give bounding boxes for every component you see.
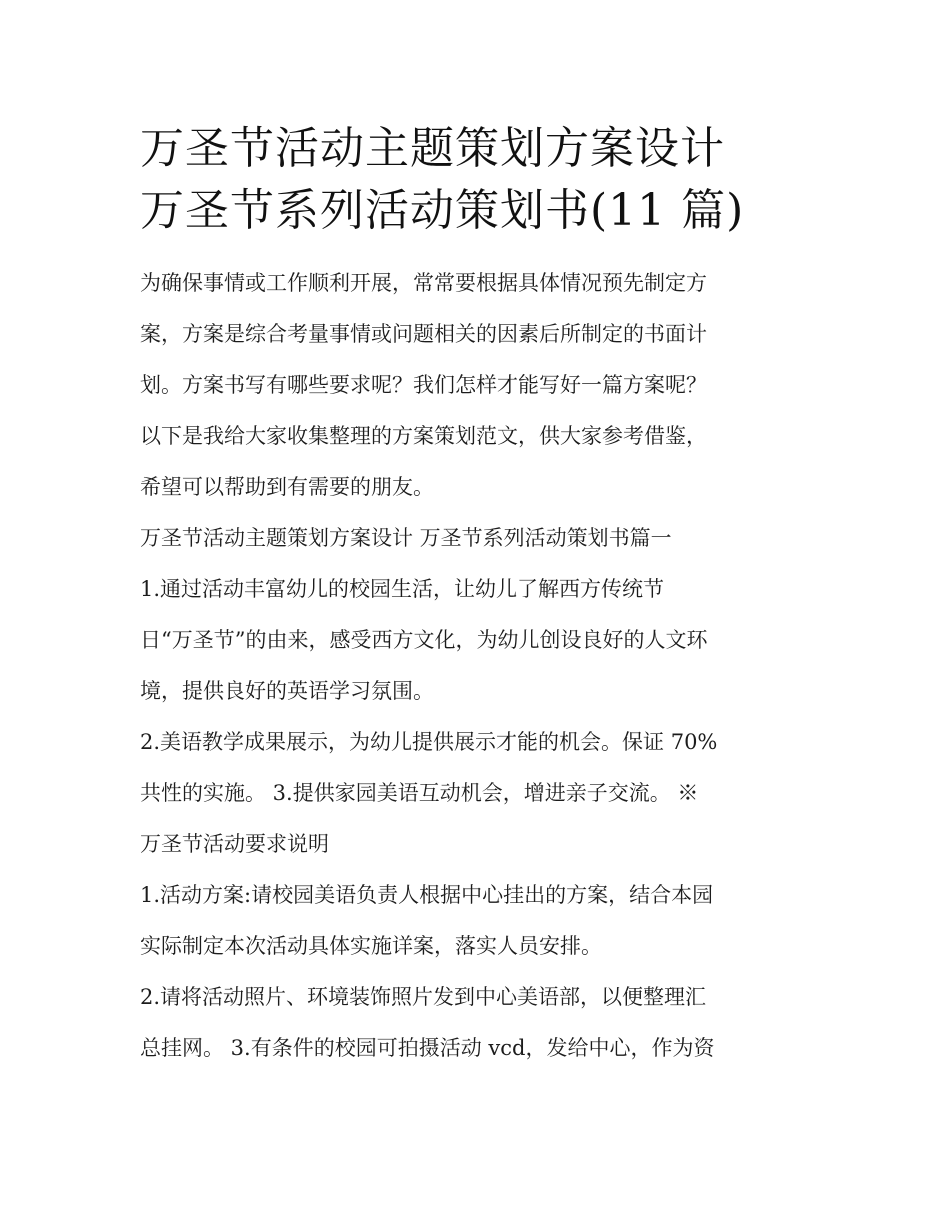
text-line: 日“万圣节”的由来，感受西方文化，为幼儿创设良好的人文环 — [140, 628, 708, 652]
text-line: 2.请将活动照片、环境装饰照片发到中心美语部，以便整理汇 — [140, 985, 707, 1009]
intro-paragraph — [140, 258, 812, 513]
text-line: 万圣节活动要求说明 — [140, 832, 329, 856]
text-line: 万圣节活动主题策划方案设计 万圣节系列活动策划书篇一 — [140, 526, 672, 550]
text-line: 为确保事情或工作顺利开展，常常要根据具体情况预先制定方 — [140, 271, 707, 295]
text-line: 1.活动方案:请校园美语负责人根据中心挂出的方案，结合本园 — [140, 883, 714, 907]
text-line: 共性的实施。 3.提供家园美语互动机会，增进亲子交流。 ※ — [140, 781, 699, 805]
requirement-paragraph-2 — [140, 972, 812, 1074]
document-title — [140, 118, 812, 242]
text-line: 希望可以帮助到有需要的朋友。 — [140, 475, 434, 499]
text-line: 案，方案是综合考量事情或问题相关的因素后所制定的书面计 — [140, 322, 707, 346]
document-body — [140, 118, 812, 1074]
goal-paragraph-1 — [140, 564, 812, 717]
section-heading — [140, 513, 812, 564]
text-line: 总挂网。 3.有条件的校园可拍摄活动 vcd，发给中心，作为资 — [140, 1036, 715, 1060]
title-line: 万圣节活动主题策划方案设计 — [140, 123, 725, 174]
text-line: 划。方案书写有哪些要求呢？我们怎样才能写好一篇方案呢？ — [140, 373, 707, 397]
goal-paragraph-2 — [140, 717, 812, 870]
text-line: 以下是我给大家收集整理的方案策划范文，供大家参考借鉴， — [140, 424, 707, 448]
requirement-paragraph-1 — [140, 870, 812, 972]
text-line: 实际制定本次活动具体实施详案，落实人员安排。 — [140, 934, 602, 958]
text-line: 2.美语教学成果展示，为幼儿提供展示才能的机会。保证 70% — [140, 730, 718, 754]
text-line: 1.通过活动丰富幼儿的校园生活，让幼儿了解西方传统节 — [140, 577, 665, 601]
text-line: 境，提供良好的英语学习氛围。 — [140, 679, 434, 703]
title-line: 万圣节系列活动策划书(11 篇) — [140, 185, 745, 236]
